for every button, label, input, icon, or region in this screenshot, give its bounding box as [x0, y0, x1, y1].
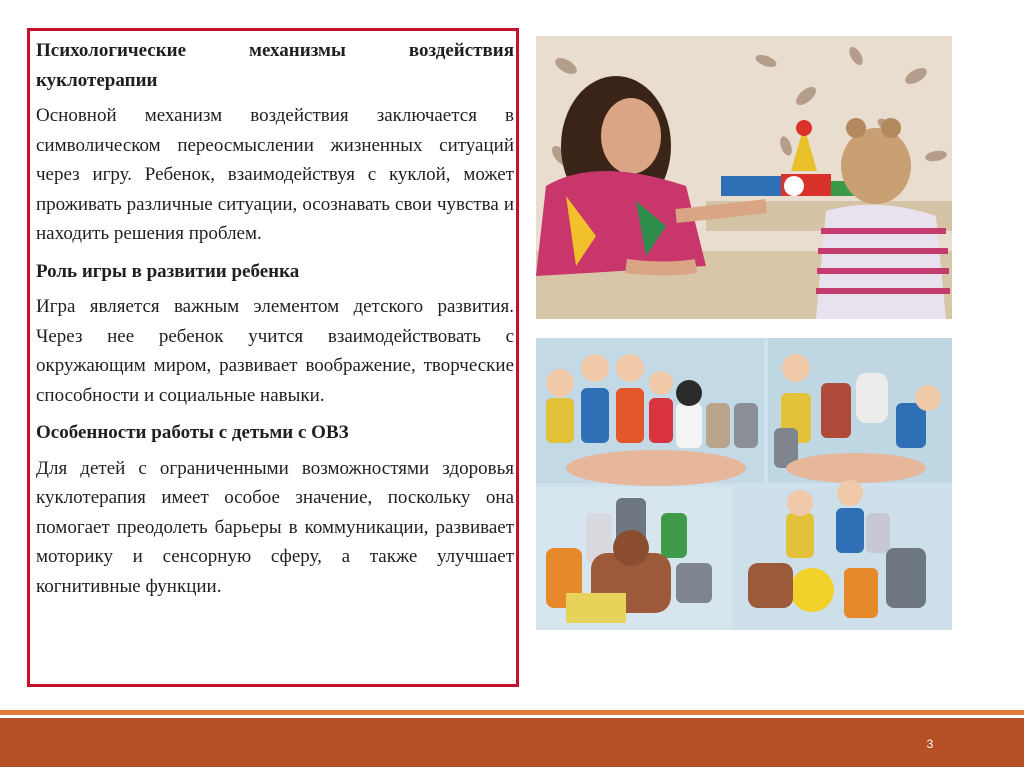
section-heading-3: Особенности работы с детьми с ОВЗ: [36, 422, 349, 443]
text-body: [36, 36, 514, 609]
page-number: 3: [926, 737, 934, 751]
therapy-session-photo: [536, 36, 952, 319]
footer-accent-line: [0, 710, 1024, 715]
footer-band: [0, 718, 1024, 767]
section-body-2: Игра является важным элементом детского развития. Через нее ребенок учится взаимодействовать с окружающим миром, развивает воображение, творческие способности и социальные навыки.: [36, 296, 514, 406]
section-body-1: Основной механизм воздействия заключается в символическом переосмыслении жизненных ситуаций через игру. Ребенок, взаимодействуя с куклой, может проживать различные ситуации, осознавать свои чувства и находить решения проблем.: [36, 105, 514, 244]
section-body-3: Для детей с ограниченными возможностями здоровья куклотерапия имеет особое значение, поскольку она помогает преодолеть барьеры в коммуникации, развивает моторику и сенсорную сферу, а также улучшает когнитивные функции.: [36, 457, 514, 597]
finger-puppets-photo: [536, 338, 952, 630]
section-heading-2: Роль игры в развитии ребенка: [36, 260, 300, 282]
section-heading-1: Психологические механизмы воздействия куклотерапии: [36, 40, 514, 91]
